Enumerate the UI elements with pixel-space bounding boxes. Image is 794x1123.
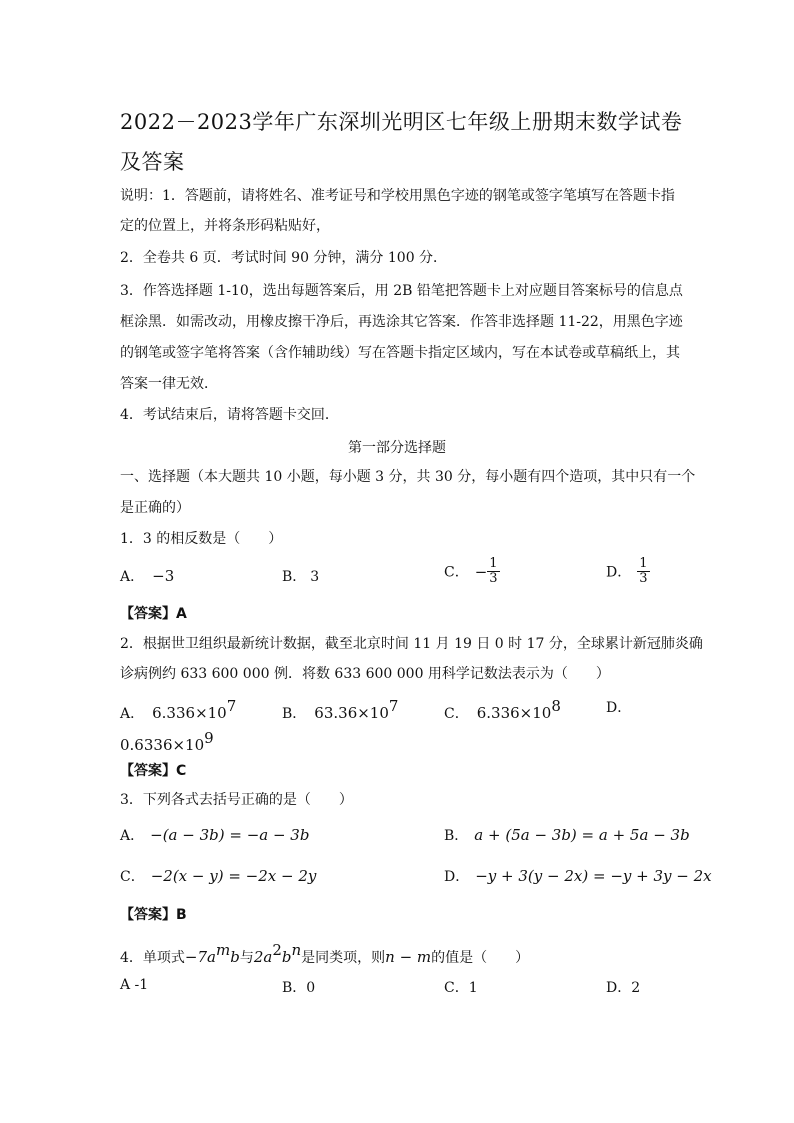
option-value: 63.36×10: [314, 704, 389, 722]
exponent: 9: [204, 729, 214, 747]
q1-option-d: [606, 557, 650, 586]
expression: n − m: [385, 948, 432, 966]
document-title-line1: 2022－2023学年广东深圳光明区七年级上册期末数学试卷: [120, 110, 683, 134]
document-title-line2: 及答案: [120, 150, 185, 174]
question-4-stem: [120, 940, 529, 968]
monomial: b: [230, 948, 240, 966]
option-expression: −2(x − y) = −2x − 2y: [150, 867, 317, 885]
stem-text: 4．单项式: [120, 950, 185, 966]
section-intro: 一、选择题（本大题共 10 小题，每小题 3 分，共 30 分，每小题有四个造项，其中只有一个: [120, 469, 696, 485]
option-label: B．: [444, 828, 469, 844]
q4-option-c: C．1: [444, 980, 478, 996]
q2-option-c: [444, 697, 561, 723]
option-expression: a + (5a − 3b) = a + 5a − 3b: [474, 826, 690, 844]
option-value: 6.336×10: [476, 704, 552, 722]
instruction-line: 2．全卷共 6 页．考试时间 90 分钟，满分 100 分．: [120, 250, 448, 266]
option-value: 3: [310, 569, 320, 585]
q2-option-d: [120, 729, 214, 754]
q1-option-a: [120, 566, 174, 586]
option-label: D．: [606, 564, 632, 581]
option-label: A．: [120, 569, 145, 585]
instruction-line: 框涂黑．如需改动，用橡皮擦干净后，再选涂其它答案．作答非选择题 11-22，用黑色字迹: [120, 314, 683, 330]
instruction-line: 答案一律无效．: [120, 376, 218, 392]
stem-text: 与: [239, 950, 254, 966]
instruction-line: 定的位置上，并将条形码粘贴好，: [120, 218, 330, 234]
instruction-line: 4．考试结束后，请将答题卡交回．: [120, 407, 339, 423]
fraction: [487, 557, 499, 586]
exponent: n: [291, 941, 302, 959]
exponent: 7: [226, 697, 237, 715]
option-label: C．: [444, 706, 469, 722]
section-intro: 是正确的）: [120, 500, 190, 516]
option-value: 0.6336×10: [120, 736, 205, 754]
denominator: 3: [489, 571, 498, 586]
q4-option-b: B．0: [282, 980, 316, 996]
option-expression: −(a − 3b) = −a − 3b: [150, 826, 310, 844]
option-value: −3: [152, 567, 175, 585]
fraction: [637, 557, 649, 586]
monomial: 2a: [253, 948, 273, 966]
q2-answer: 【答案】C: [120, 763, 187, 779]
option-label: C．: [120, 869, 145, 885]
minus-sign: −: [474, 562, 488, 581]
exponent: 8: [551, 697, 561, 715]
numerator: 1: [639, 556, 648, 571]
q1-answer: 【答案】A: [120, 606, 187, 622]
q1-option-c: [444, 557, 500, 586]
q1-option-b: [282, 566, 319, 586]
q3-option-a: [120, 825, 309, 845]
section-heading: 第一部分选择题: [348, 440, 446, 456]
instruction-line: 说明：1．答题前，请将姓名、准考证号和学校用黑色字迹的钢笔或签字笔填写在答题卡指: [120, 188, 675, 204]
q3-answer: 【答案】B: [120, 907, 187, 923]
q4-option-a: A -1: [120, 977, 149, 993]
option-label: A．: [120, 828, 145, 844]
q3-option-b: [444, 825, 690, 845]
exponent: m: [215, 941, 231, 959]
numerator: 1: [489, 556, 498, 571]
option-label: C．: [444, 564, 469, 581]
option-label: A．: [120, 706, 145, 722]
exponent: 7: [388, 697, 399, 715]
question-2-stem: 诊病例约 633 600 000 例．将数 633 600 000 用科学记数法表示为（ ）: [120, 666, 610, 682]
q2-option-b: [282, 697, 398, 723]
question-2-stem: 2．根据世卫组织最新统计数据，截至北京时间 11 月 19 日 0 时 17 分，全球累计新冠肺炎确: [120, 636, 703, 652]
q2-option-a: [120, 697, 236, 723]
option-value: 6.336×10: [152, 704, 227, 722]
monomial: −7a: [184, 948, 216, 966]
denominator: 3: [639, 571, 648, 586]
option-label: B．: [282, 569, 307, 585]
q4-option-d: D．2: [606, 980, 641, 996]
monomial: b: [281, 948, 292, 966]
option-label: D．: [444, 869, 470, 885]
option-expression: −y + 3(y − 2x) = −y + 3y − 2x: [475, 867, 712, 885]
exponent: 2: [272, 941, 282, 959]
stem-text: 是同类项，则: [301, 950, 386, 966]
q3-option-c: [120, 866, 316, 886]
stem-text: 的值是（ ）: [431, 950, 530, 966]
question-3-stem: 3．下列各式去括号正确的是（ ）: [120, 792, 353, 808]
instruction-line: 3．作答选择题 1-10，选出每题答案后，用 2B 铅笔把答题卡上对应题目答案标号的信息点: [120, 283, 683, 299]
option-label: B．: [282, 706, 307, 722]
q2-option-d-label: D．: [606, 700, 632, 716]
instruction-line: 的钢笔或签字笔将答案（含作辅助线）写在答题卡指定区域内，写在本试卷或草稿纸上，其: [120, 345, 680, 361]
q3-option-d: [444, 866, 712, 886]
question-1-stem: 1．3 的相反数是（ ）: [120, 531, 283, 547]
